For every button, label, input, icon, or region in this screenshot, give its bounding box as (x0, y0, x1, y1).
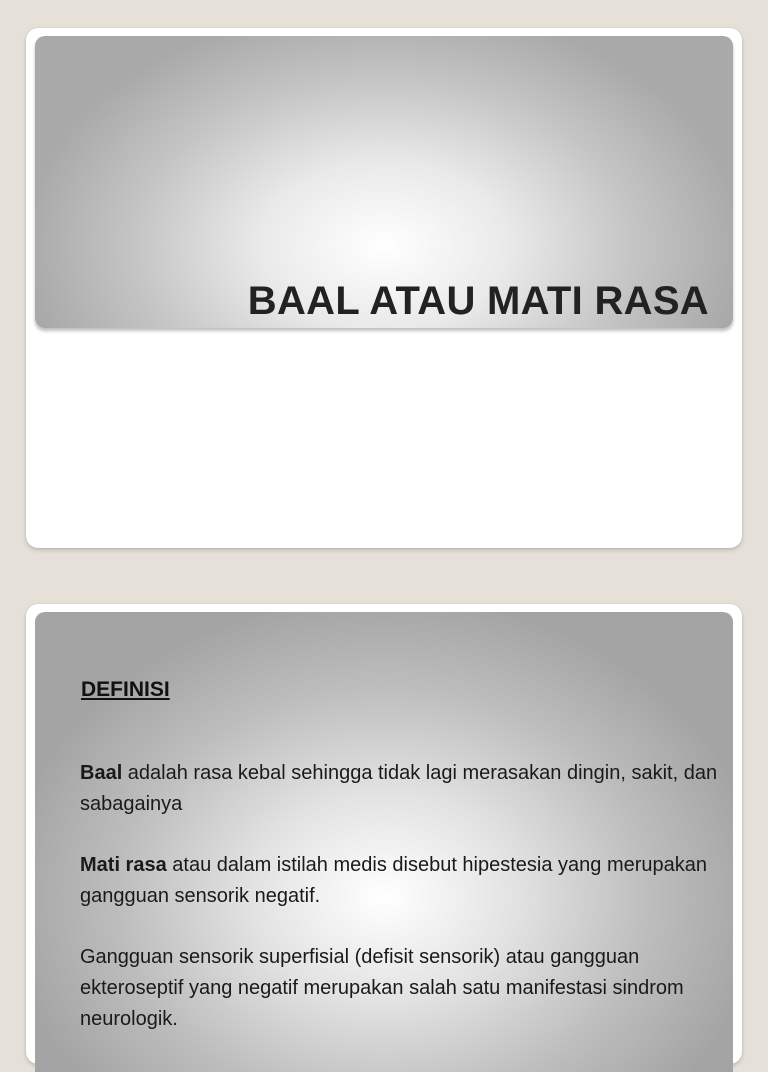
slide-2 (26, 604, 742, 1064)
content-panel (35, 612, 733, 1072)
definition-text: Gangguan sensorik superfisial (defisit sensorik) atau gangguan ekteroseptif yang negatif merupakan salah satu manifestasi sindrom neurologik. (80, 946, 684, 1030)
term-label: Mati rasa (80, 854, 167, 876)
slide-title: BAAL ATAU MATI RASA (247, 279, 709, 323)
definition-paragraph (80, 942, 730, 1035)
term-label: Baal (80, 762, 123, 784)
definition-paragraph (80, 850, 730, 912)
definition-text: adalah rasa kebal sehingga tidak lagi merasakan dingin, sakit, dan sabagainya (80, 762, 718, 815)
title-panel (35, 36, 733, 328)
section-heading: DEFINISI (81, 678, 170, 701)
definition-text: atau dalam istilah medis disebut hipestesia yang merupakan gangguan sensorik negatif. (80, 854, 708, 907)
definition-paragraph (80, 758, 730, 820)
definition-body (80, 758, 730, 1065)
slide-1 (26, 28, 742, 548)
